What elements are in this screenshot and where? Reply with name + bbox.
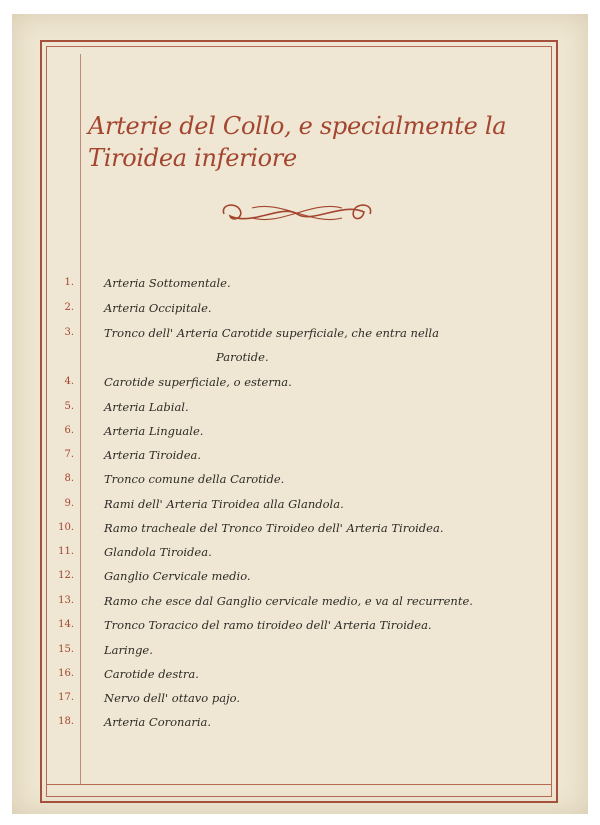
item-text: Arteria Labial. [104, 400, 189, 414]
item-text: Laringe. [104, 643, 153, 657]
item-text: Arteria Sottomentale. [104, 276, 231, 290]
item-number: 18. [58, 716, 74, 727]
item-number: 10. [58, 522, 74, 533]
list-item [0, 493, 600, 515]
flourish-ornament [212, 196, 382, 232]
item-text: Glandola Tiroidea. [104, 545, 212, 559]
item-text: Tronco Toracico del ramo tiroideo dell' Arteria Tiroidea. [104, 618, 432, 632]
item-text: Nervo dell' ottavo pajo. [104, 691, 241, 705]
item-number: 9. [64, 498, 74, 509]
item-text-continuation: Parotide. [216, 350, 269, 364]
list-item [0, 639, 600, 661]
bottom-rule [46, 784, 552, 785]
item-text: Tronco dell' Arteria Carotide superficiale, che entra nella [104, 326, 439, 340]
item-number: 12. [58, 570, 74, 581]
item-number: 5. [64, 401, 74, 412]
item-text: Ganglio Cervicale medio. [104, 569, 251, 583]
list-item [0, 396, 600, 418]
item-text: Arteria Linguale. [104, 424, 204, 438]
item-number: 8. [64, 473, 74, 484]
item-text: Arteria Coronaria. [104, 715, 212, 729]
list-item [0, 517, 600, 539]
item-number: 13. [58, 595, 74, 606]
list-item [0, 420, 600, 442]
item-number: 3. [64, 327, 74, 338]
item-text: Arteria Tiroidea. [104, 448, 202, 462]
item-number: 7. [64, 449, 74, 460]
item-text: Ramo che esce dal Ganglio cervicale medio, e va al recurrente. [104, 594, 473, 608]
item-number: 6. [64, 425, 74, 436]
list-item [0, 711, 600, 733]
item-text: Rami dell' Arteria Tiroidea alla Glandola. [104, 497, 344, 511]
item-number: 15. [58, 644, 74, 655]
item-number: 17. [58, 692, 74, 703]
item-number: 2. [64, 302, 74, 313]
list-item [0, 663, 600, 685]
page-title: Arterie del Collo, e specialmente la Tiroidea inferiore [88, 112, 507, 172]
item-text: Ramo tracheale del Tronco Tiroideo dell' Arteria Tiroidea. [104, 521, 444, 535]
list-item [0, 687, 600, 709]
item-number: 16. [58, 668, 74, 679]
list-item [0, 371, 600, 393]
list-item [0, 614, 600, 636]
list-item [0, 444, 600, 466]
item-text: Tronco comune della Carotide. [104, 472, 285, 486]
item-text: Carotide superficiale, o esterna. [104, 375, 292, 389]
list-item [0, 297, 600, 319]
list-item [0, 322, 600, 364]
item-number: 11. [58, 546, 74, 557]
list-item [0, 565, 600, 587]
item-number: 1. [64, 277, 74, 288]
list-item [0, 468, 600, 490]
list-item [0, 541, 600, 563]
item-text: Carotide destra. [104, 667, 199, 681]
list-item [0, 272, 600, 294]
list-item [0, 590, 600, 612]
item-number: 14. [58, 619, 74, 630]
item-number: 4. [64, 376, 74, 387]
item-text: Arteria Occipitale. [104, 301, 212, 315]
